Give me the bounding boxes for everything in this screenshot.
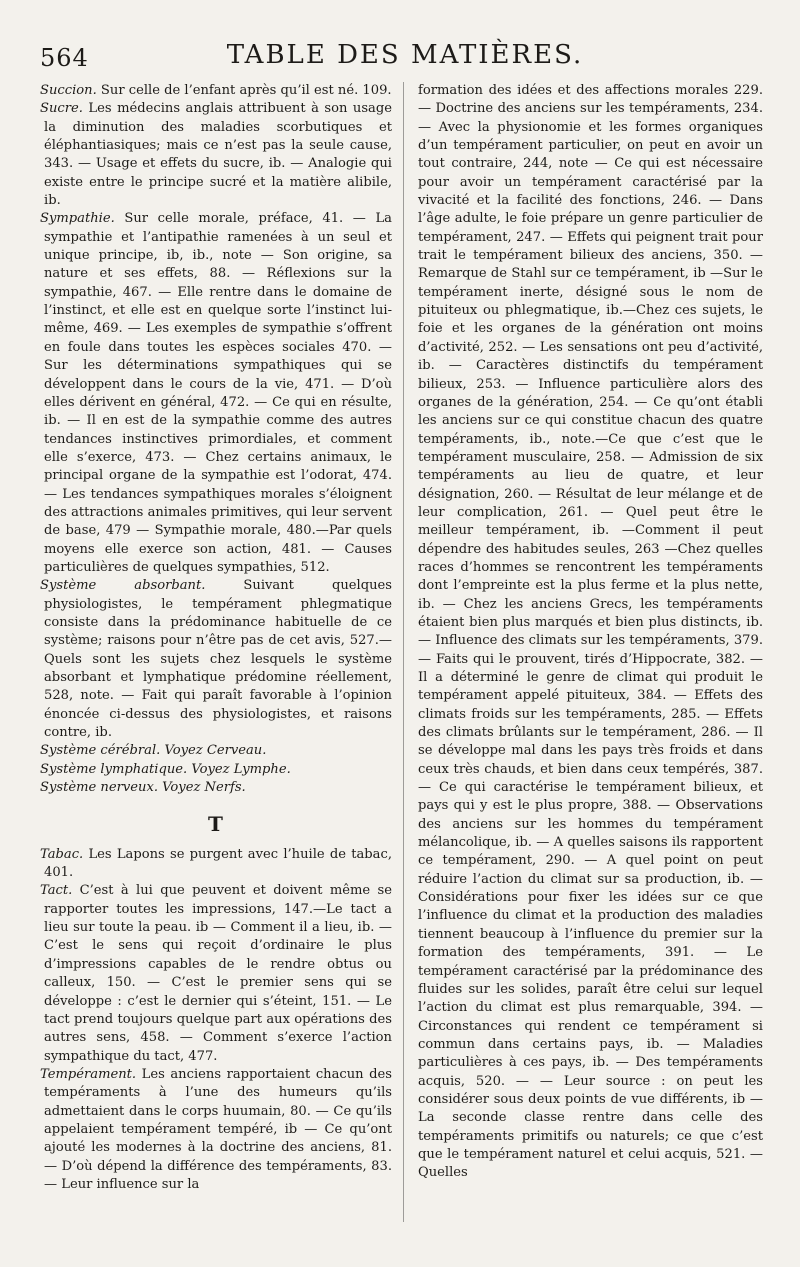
index-entry-tabac: Tabac. Les Lapons se purgent avec l’huile de tabac, 401. (40, 846, 392, 881)
column-divider (403, 82, 404, 1222)
index-entry-temperament: Tempérament. Les anciens rapportaient chacun des tempéraments à l’une des humeurs qu’ils admettaient dans le corps huumain, 80. — Ce qu’ils appelaient tempérament tempéré, ib — Ce qu’ont ajouté les modernes à la doctrine des anciens, 81. — D’où dépend la différence des tempéraments, 83. — Leur influence sur la (40, 1066, 392, 1192)
index-entry-systeme-cerebral: Système cérébral. Voyez Cerveau. (40, 743, 267, 759)
left-column (40, 82, 392, 1194)
index-entry-tact: Tact. C’est à lui que peuvent et doivent même se rapporter toutes les impressions, 147.—Le tact a lieu sur toute la peau. ib — Comment il a lieu, ib. — C’est le sens qui reçoit d’ordinaire le plus d’impressions capables de le rendre obtus ou calleux, 150. — C’est le premier sens qui se développe : c’est le dernier qui s’éteint, 151. — Le tact prend toujours quelque part aux opérations des autres sens, 458. — Comment s’exerce l’action sympathique du tact, 477. (40, 883, 392, 1064)
index-entry-systeme-nerveux: Système nerveux. Voyez Nerfs. (40, 780, 246, 796)
index-entry-sympathie: Sympathie. Sur celle morale, préface, 41. — La sympathie et l’antipathie ramenées à un seul et unique principe, ib, ib., note — Son origine, sa nature et ses effets, 88. — Réflexions sur la sympathie, 467. — Elle rentre dans le domaine de l’instinct, et elle est en quelque sorte l’instinct lui-même, 469. — Les exemples de sympathie s’offrent en foule dans toutes les espèces sociales 470. — Sur les déterminations sympathiques qui se développent dans le cours de la vie, 471. — D’où elles dérivent en général, 472. — Ce qui en résulte, ib. — Il en est de la sympathie comme des autres tendances instinctives primordiales, et comment elle s’exerce, 473. — Chez certains animaux, le principal organe de la sympathie est l’odorat, 474. — Les tendances sympathiques morales s’éloignent des attractions animales primitives, qui leur servent de base, 479 — Sympathie morale, 480.—Par quels moyens elle exerce son action, 481. — Causes particulières de quelques sympathies, 512. (40, 211, 392, 575)
page-header (40, 40, 770, 76)
index-entry-temperament-continued: formation des idées et des affections morales 229. — Doctrine des anciens sur les tempéraments, 234. — Avec la physionomie et les formes organiques d’un tempérament particulier, on peut en avoir un tout contraire, 244, note — Ce qui est nécessaire pour avoir un tempérament caractérisé par la vivacité et la facilité des fonctions, 246. — Dans l’âge adulte, le foie prépare un genre particulier de tempérament, 247. — Effets qui peignent trait pour trait le tempérament bilieux des anciens, 350. — Remarque de Stahl sur ce tempérament, ib —Sur le tempérament inerte, désigné sous le nom de pituiteux ou phlegmatique, ib.—Chez ces sujets, le foie et les organes de la génération ont moins d’activité, 252. — Les sensations ont peu d’activité, ib. — Caractères distinctifs du tempérament bilieux, 253. — Influence particulière alors des organes de la génération, 254. — Ce qu’ont établi les anciens sur ce qui constitue chacun des quatre tempéraments, ib., note.—Ce que c’est que le tempérament musculaire, 258. — Admission de six tempéraments au lieu de quatre, et leur désignation, 260. — Résultat de leur mélange et de leur complication, 261. — Quel peut être le meilleur tempérament, ib. —Comment il peut dépendre des habitudes seules, 263 —Chez quelles races d’hommes se rencontrent les tempéraments dont l’empreinte est la plus ferme et la plus nette, ib. — Chez les anciens Grecs, les tempéraments étaient bien plus marqués et bien plus distincts, ib. — Influence des climats sur les tempéraments, 379. — Faits qui le prouvent, tirés d’Hippocrate, 382. — Il a déterminé le genre de climat qui produit le tempérament appelé pituiteux, 384. — Effets des climats froids sur les tempéraments, 285. — Effets des climats brûlants sur le tempérament, 286. — Il se développe mal dans les pays très froids et dans ceux très chauds, et bien dans ceux tempérés, 387. — Ce qui caractérise le tempérament bilieux, et pays qui y est le plus propre, 388. — Observations des anciens sur les hommes du tempérament mélancolique, ib. — A quelles saisons ils rapportent ce tempérament, 290. — A quel point on peut réduire l’action du climat sur sa production, ib. — Considérations pour fixer les idées sur ce que l’influence du climat et la production des maladies tiennent beaucoup à l’influence du premier sur la formation des tempéraments, 391. — Le tempérament caractérisé par la prédominance des fluides sur les solides, paraît être celui sur lequel l’action du climat est plus remarquable, 394. — Circonstances qui rendent ce tempérament si commun dans certains pays, ib. — Maladies particulières à ces pays, ib. — Des tempéraments acquis, 520. — — Leur source : on peut les considérer sous deux points de vue différents, ib — La seconde classe rentre dans celle des tempéraments primitifs ou naturels; ce que c’est que le tempérament naturel et celui acquis, 521. — Quelles (418, 83, 763, 1181)
index-entry-systeme-absorbant: Système absorbant. Suivant quelques physiologistes, le tempérament phlegmatique consiste dans la prédominance habituelle de ce système; raisons pour n’être pas de cet avis, 527.—Quels sont les sujets chez lesquels le système absorbant et lymphatique prédomine réellement, 528, note. — Fait qui paraît favorable à l’opinion énoncée ci-dessus des physiologistes, et raisons contre, ib. (40, 578, 392, 741)
running-title: TABLE DES MATIÈRES. (226, 40, 584, 70)
index-entry-systeme-lymphatique: Système lymphatique. Voyez Lymphe. (40, 761, 291, 777)
index-entry-sucre: Sucre. Les médecins anglais attribuent à son usage la diminution des maladies scorbutiques et éléphantiasiques; mais ce n’est pas la seule cause, 343. — Usage et effets du sucre, ib. — Analogie qui existe entre le principe sucré et la matière alibile, ib. (40, 101, 392, 209)
index-entry-succion: Succion. Sur celle de l’enfant après qu’il est né. 109. (40, 83, 392, 98)
page-number: 564 (40, 44, 89, 72)
right-column (418, 82, 763, 1183)
section-letter-t: T (208, 812, 224, 837)
